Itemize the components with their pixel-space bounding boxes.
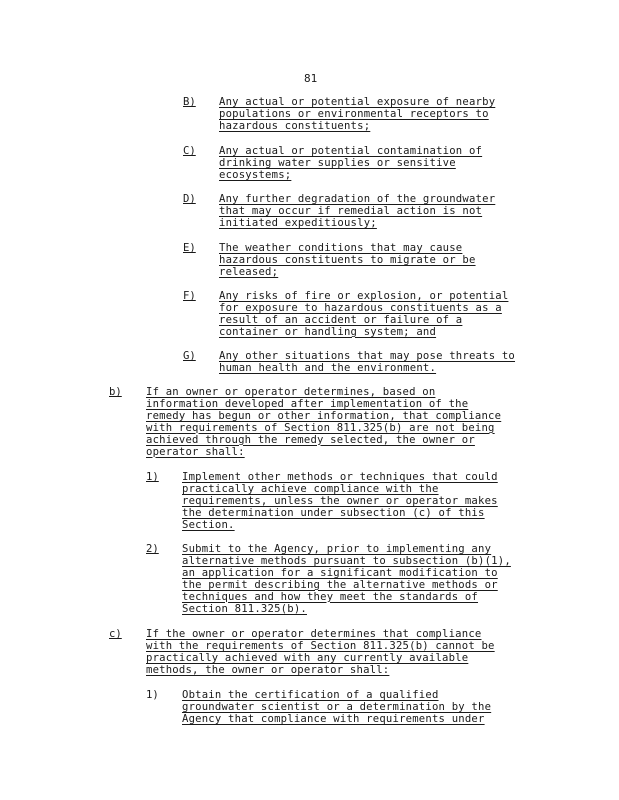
subsection-marker-b: b): [109, 386, 122, 398]
subsection-text-b: If an owner or operator determines, based on information developed after implementation of the remedy has begun or other information, that compliance with requirements of Section 811.325(b) are not being achieved through the remedy selected, the owner or operator shall:: [146, 386, 502, 458]
subsection-text-c: If the owner or operator determines that compliance with the requirements of Section 811.325(b) cannot be practically achieved with any currently available methods, the owner or operator shall:: [146, 628, 495, 676]
item-text-d: Any further degradation of the groundwater that may occur if remedial action is not initiated expeditiously;: [219, 193, 496, 229]
item-text-b: Any actual or potential exposure of nearby populations or environmental receptors to hazardous constituents;: [219, 96, 496, 132]
page-number: 81: [304, 72, 318, 85]
item-marker-g: G): [183, 350, 196, 362]
item-marker-b1: 1): [146, 471, 159, 483]
item-text-g: Any other situations that may pose threats to human health and the environment.: [219, 350, 516, 374]
item-text-c: Any actual or potential contamination of drinking water supplies or sensitive ecosystems;: [219, 145, 483, 181]
item-text-b1: Implement other methods or techniques that could practically achieve compliance with the requirements, unless the owner or operator makes the determination under subsection (c) of this Section.: [182, 471, 498, 531]
item-text-e: The weather conditions that may cause hazardous constituents to migrate or be released;: [219, 242, 476, 278]
item-marker-c1: 1): [146, 689, 159, 701]
item-marker-b: B): [183, 96, 196, 108]
item-text-f: Any risks of fire or explosion, or potential for exposure to hazardous constituents as a result of an accident or failure of a container or handling system; and: [219, 290, 509, 338]
item-marker-e: E): [183, 242, 196, 254]
item-marker-f: F): [183, 290, 196, 302]
item-marker-b2: 2): [146, 543, 159, 555]
item-marker-c: C): [183, 145, 196, 157]
subsection-marker-c: c): [109, 628, 122, 640]
item-text-b2: Submit to the Agency, prior to implementing any alternative methods pursuant to subsection (b)(1), an application for a significant modification to the permit describing the alternative methods or techniques and how they meet the standards of Section 811.325(b).: [182, 543, 511, 615]
item-marker-d: D): [183, 193, 196, 205]
item-text-c1: Obtain the certification of a qualified groundwater scientist or a determination by the Agency that compliance with requirements under: [182, 689, 492, 725]
